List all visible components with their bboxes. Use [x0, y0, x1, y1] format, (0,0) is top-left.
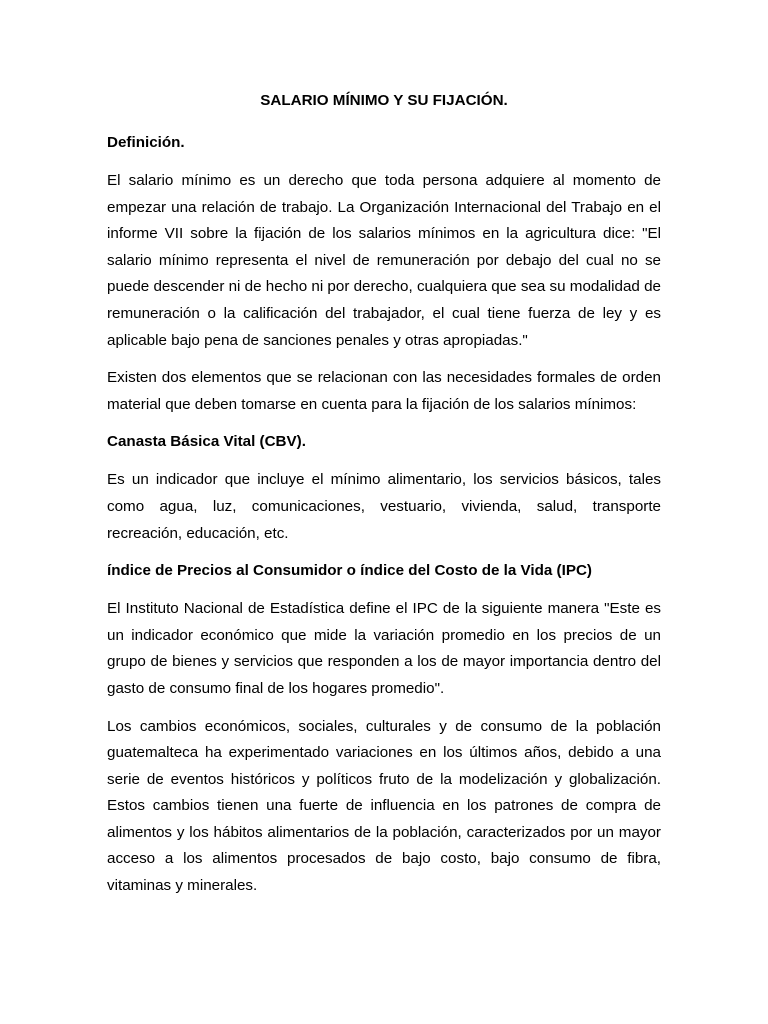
document-title: SALARIO MÍNIMO Y SU FIJACIÓN.: [260, 92, 508, 109]
section-heading-cbv: Canasta Básica Vital (CBV).: [107, 433, 306, 451]
paragraph-definicion-1: El salario mínimo es un derecho que toda persona adquiere al momento de empezar una relación de trabajo. La Organización Internacional del Trabajo en el informe VII sobre la fijación de los salarios mínimos en la agricultura dice: "El salario mínimo representa el nivel de remuneración por debajo del cual no se puede descender ni de hecho ni por derecho, cualquiera que sea su modalidad de remuneración o la calificación del trabajador, el cual tiene fuerza de ley y es aplicable bajo pena de sanciones penales y otras apropiadas.": [107, 172, 661, 349]
paragraph-ipc-1: El Instituto Nacional de Estadística define el IPC de la siguiente manera "Este es un indicador económico que mide la variación promedio en los precios de un grupo de bienes y servicios que responden a los de mayor importancia dentro del gasto de consumo final de los hogares promedio".: [107, 600, 661, 697]
section-heading-definicion: Definición.: [107, 134, 185, 151]
paragraph-ipc-2: Los cambios económicos, sociales, culturales y de consumo de la población guatemalteca ha experimentado variaciones en los últimos años, debido a una serie de eventos históricos y políticos fruto de la modelización y globalización. Estos cambios tienen una fuerte de influencia en los patrones de compra de alimentos y los hábitos alimentarios de la población, caracterizados por un mayor acceso a los alimentos procesados de bajo costo, bajo consumo de fibra, vitaminas y minerales.: [107, 717, 661, 895]
paragraph-definicion-2: Existen dos elementos que se relacionan con las necesidades formales de orden material que deben tomarse en cuenta para la fijación de los salarios mínimos:: [107, 369, 661, 413]
section-heading-ipc: índice de Precios al Consumidor o índice del Costo de la Vida (IPC): [107, 562, 592, 580]
paragraph-cbv-1: Es un indicador que incluye el mínimo alimentario, los servicios básicos, tales como agua, luz, comunicaciones, vestuario, vivienda, salud, transporte recreación, educación, etc.: [107, 471, 661, 542]
document-body: [107, 90, 661, 900]
